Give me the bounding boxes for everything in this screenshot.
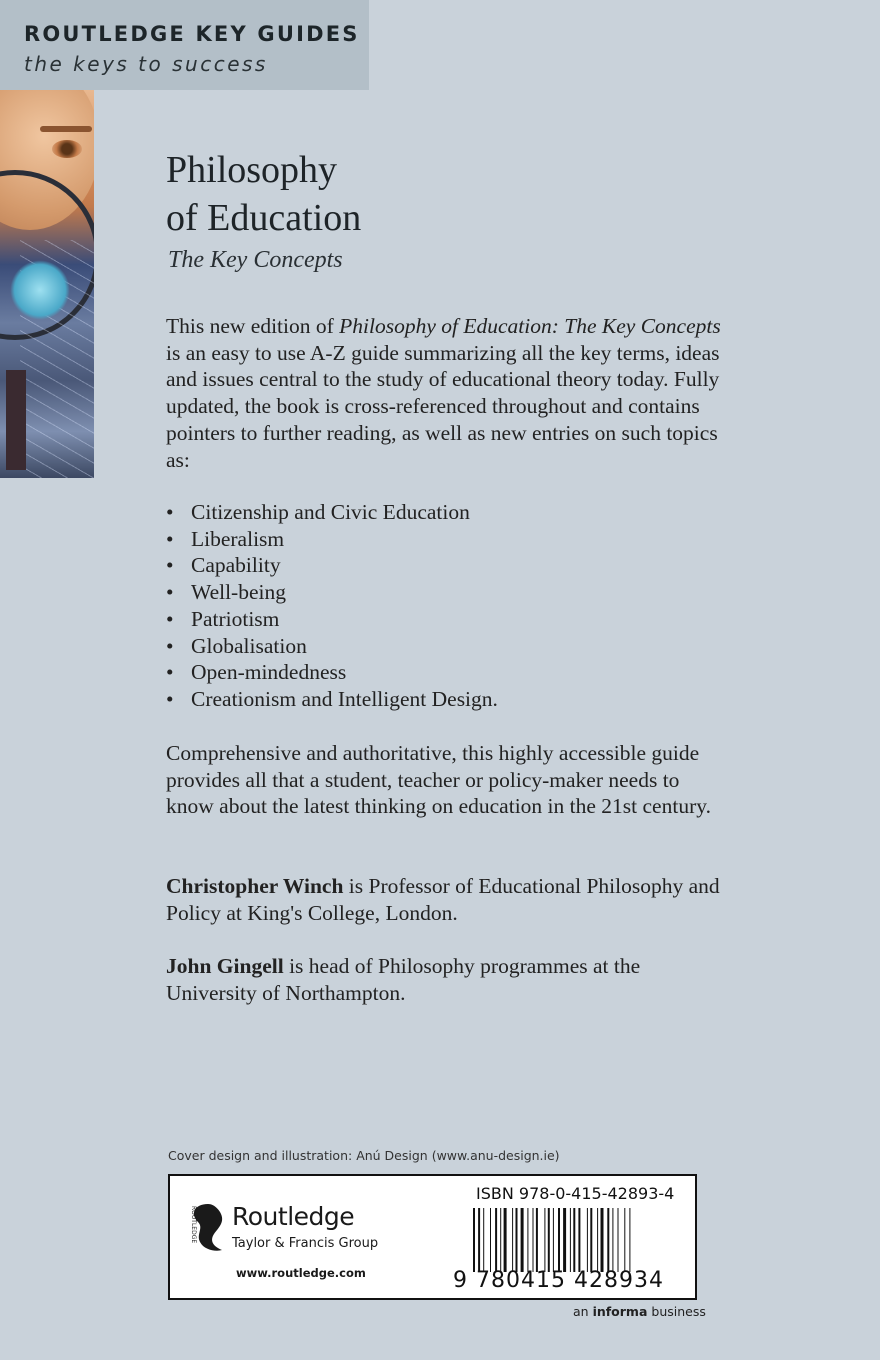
book-subtitle: The Key Concepts <box>168 247 343 273</box>
list-item: • Citizenship and Civic Education <box>166 499 498 526</box>
list-item: • Well-being <box>166 579 498 606</box>
logo-vertical-text: ROUTLEDGE <box>190 1206 197 1244</box>
barcode-icon <box>473 1208 679 1272</box>
isbn-digits: 9 780415 428934 <box>453 1268 664 1293</box>
title-line-2: of Education <box>166 197 362 239</box>
blurb-paragraph <box>166 313 726 473</box>
summary-paragraph: Comprehensive and authoritative, this highly accessible guide provides all that a student, teacher or policy-maker needs to know about the latest thinking on education in the 21st century. <box>166 741 711 819</box>
blurb-italic-title: Philosophy of Education: The Key Concepts <box>339 314 721 338</box>
book-title <box>166 146 361 242</box>
series-banner <box>0 0 369 90</box>
barcode-section <box>448 1176 695 1298</box>
design-credit: Cover design and illustration: Anú Design (www.anu-design.ie) <box>168 1148 560 1163</box>
cover-illustration <box>0 90 94 478</box>
footer-suffix: business <box>647 1304 706 1319</box>
list-item: • Open-mindedness <box>166 659 498 686</box>
author-bio <box>166 873 726 926</box>
blurb-lead: This new edition of <box>166 314 340 338</box>
topic-list <box>166 499 498 713</box>
isbn-label: ISBN 978-0-415-42893-4 <box>476 1184 675 1203</box>
publisher-group: Taylor & Francis Group <box>232 1236 379 1251</box>
author-name: John Gingell <box>166 954 284 978</box>
publisher-box <box>168 1174 697 1300</box>
list-item: • Globalisation <box>166 633 498 660</box>
author-description: is Professor of Educational Philosophy and Policy at King's College, London. <box>166 874 720 925</box>
list-item: • Patriotism <box>166 606 498 633</box>
title-line-1: Philosophy <box>166 149 338 191</box>
list-item: • Creationism and Intelligent Design. <box>166 686 498 713</box>
blurb-rest: is an easy to use A-Z guide summarizing all the key terms, ideas and issues central to the study of educational theory today. Fully updated, the book is cross-referenced throughout and contains pointers to further reading, as well as new entries on such topics as: <box>166 340 720 472</box>
author-name: Christopher Winch <box>166 874 344 898</box>
list-item: • Capability <box>166 552 498 579</box>
series-tagline: the keys to success <box>24 52 268 76</box>
series-name: ROUTLEDGE KEY GUIDES <box>24 22 360 46</box>
informa-footer <box>573 1304 706 1319</box>
routledge-logo-icon <box>186 1200 226 1256</box>
publisher-name: Routledge <box>232 1202 355 1231</box>
footer-prefix: an <box>573 1304 593 1319</box>
footer-brand: informa <box>592 1304 648 1319</box>
author-bio <box>166 953 726 1006</box>
publisher-url: www.routledge.com <box>236 1266 366 1280</box>
list-item: • Liberalism <box>166 526 498 553</box>
author-description: is head of Philosophy programmes at the University of Northampton. <box>166 954 641 1005</box>
